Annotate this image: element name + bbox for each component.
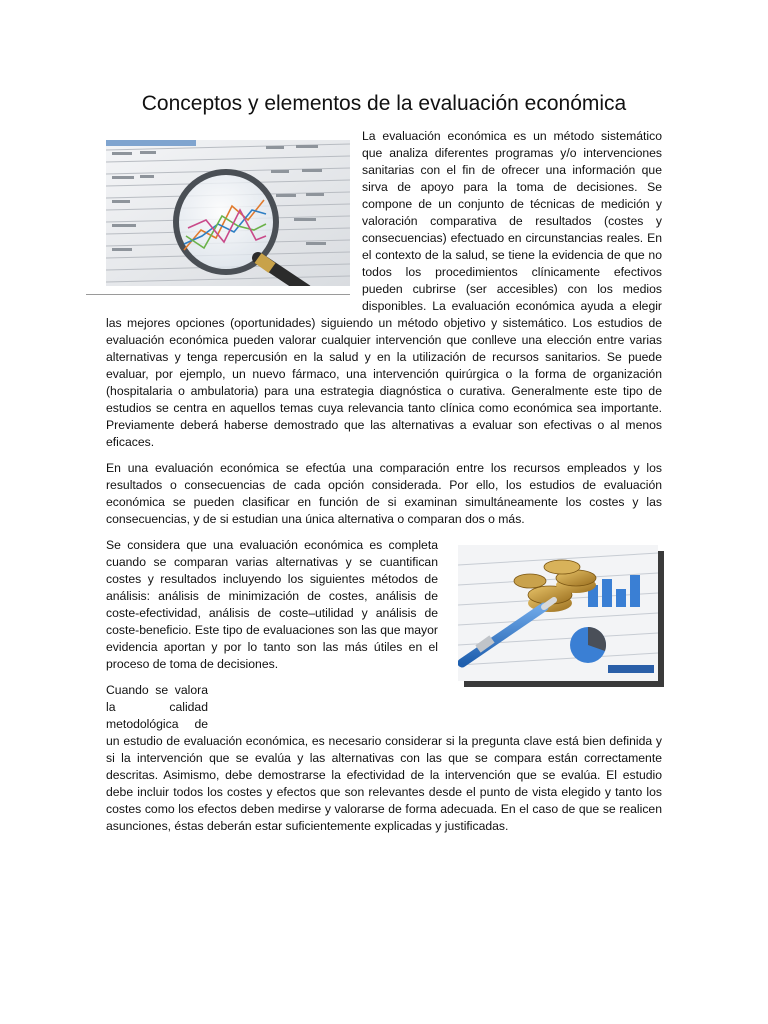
- document-body: [106, 128, 662, 844]
- figure-divider: [86, 294, 350, 295]
- document-title: Conceptos y elementos de la evaluación económica: [141, 92, 627, 115]
- paragraph-2: En una evaluación económica se efectúa una comparación entre los recursos empleados y los resultados o consecuencias de cada opción considerada. Por ello, los estudios de evaluación económica se pueden clasificar en función de si examinan simultáneamente los costes y las consecuencias, y de si estudian una única alternativa o comparan dos o más.: [106, 461, 662, 526]
- paragraph-1: La evaluación económica es un método sistemático que analiza diferentes programas y/o intervenciones sanitarias con el fin de ofrecer una información que sirva de apoyo para la toma de decisiones. Se compone de un conjunto de técnicas de medición y valoración comparativa de resultados (costes y consecuencias) efectuado en circunstancias reales. En el contexto de la salud, se tiene la evidencia de que no todos los procedimientos clínicamente efectivos pueden cubrirse (ser accesibles) con los medios disponibles. La evaluación económica ayuda a elegir las mejores opciones (oportunidades) siguiendo un método objetivo y sistemático. Los estudios de evaluación económica pueden valorar cualquier intervención que conlleve una elección entre varias alternativas y tenga repercusión en la salud y en la utilización de recursos sanitarios. Se puede evaluar, por ejemplo, un nuevo fármaco, una intervención quirúrgica o la forma de organización (hospitalaria o ambulatoria) para una estrategia diagnóstica o curativa. Generalmente este tipo de estudios se centra en aquellos temas cuya relevancia tanto clínica como económica sea importante. Previamente deberá haberse demostrado que las alternativas a evaluar son efectivas o al menos eficaces.: [106, 129, 662, 449]
- magnifier-figure: [96, 128, 352, 304]
- paragraph-4: Cuando se valora la calidad metodológica de un estudio de evaluación económica, es necesario considerar si la pregunta clave está bien definida y si la intervención que se evalúa y las alternativas con las que se compara están correctamente descritas. Asimismo, debe demostrarse la efectividad de la intervención que se evalúa. El estudio debe incluir todos los costes y efectos que son relevantes desde el punto de vista elegido y tanto los costes como los efectos deben medirse y valorarse de forma adecuada. En el caso de que se realicen asunciones, éstas deberán estar suficientemente explicadas y justificadas.: [106, 683, 662, 833]
- coins-and-pen-photo: [458, 545, 658, 681]
- magnifying-glass-photo: [106, 140, 350, 286]
- paragraph-3: Se considera que una evaluación económica es completa cuando se comparan varias alternativas y se cuantifican costes y resultados incluyendo los siguientes métodos de análisis: análisis de minimización de costes, análisis de coste-efectividad, análisis de coste–utilidad y análisis de coste-beneficio. Este tipo de evaluaciones son las que mayor evidencia aportan y por lo tanto son las más útiles en el proceso de toma de decisiones.: [106, 538, 438, 671]
- coins-figure: [450, 541, 670, 691]
- float-spacer: [208, 682, 438, 728]
